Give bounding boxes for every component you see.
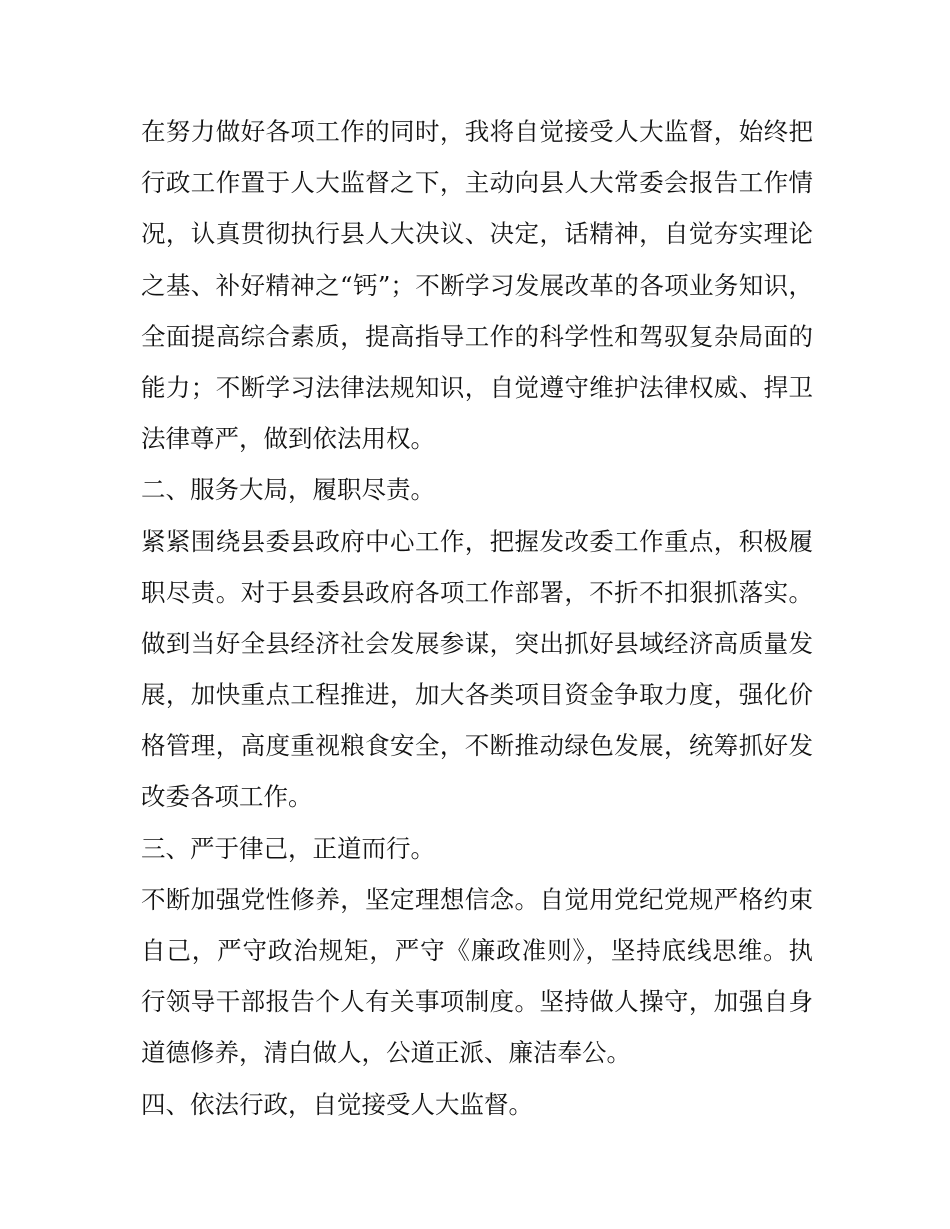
text-line: 道德修养，清白做人，公道正派、廉洁奉公。	[141, 1038, 631, 1068]
text-line: 行领导干部报告个人有关事项制度。坚持做人操守，加强自身	[141, 987, 813, 1017]
text-line: 展，加快重点工程推进，加大各类项目资金争取力度，强化价	[141, 680, 813, 710]
text-line: 之基、补好精神之“钙”；不断学习发展改革的各项业务知识，	[141, 270, 813, 300]
text-line: 全面提高综合素质，提高指导工作的科学性和驾驭复杂局面的	[141, 321, 813, 351]
text-line: 格管理，高度重视粮食安全，不断推动绿色发展，统筹抓好发	[141, 731, 813, 761]
section-heading: 三、严于律己，正道而行。	[141, 833, 435, 863]
section-heading: 四、依法行政，自觉接受人大监督。	[141, 1089, 533, 1119]
text-line: 法律尊严，做到依法用权。	[141, 424, 435, 454]
text-line: 不断加强党性修养，坚定理想信念。自觉用党纪党规严格约束	[141, 884, 813, 914]
text-line: 紧紧围绕县委县政府中心工作，把握发改委工作重点，积极履	[141, 526, 813, 556]
text-line: 做到当好全县经济社会发展参谋，突出抓好县域经济高质量发	[141, 628, 813, 658]
text-line: 在努力做好各项工作的同时，我将自觉接受人大监督，始终把	[141, 117, 813, 146]
text-line: 况，认真贯彻执行县人大决议、决定，话精神，自觉夯实理论	[141, 219, 813, 249]
text-line: 改委各项工作。	[141, 782, 313, 812]
text-line: 自己，严守政治规矩，严守《廉政准则》，坚持底线思维。执	[141, 936, 813, 965]
text-line: 行政工作置于人大监督之下，主动向县人大常委会报告工作情	[141, 168, 813, 198]
text-line: 能力；不断学习法律法规知识，自觉遵守维护法律权威、捍卫	[141, 372, 813, 402]
section-heading: 二、服务大局，履职尽责。	[141, 475, 435, 505]
document-body	[141, 106, 813, 1130]
text-line: 职尽责。对于县委县政府各项工作部署，不折不扣狠抓落实。	[141, 577, 813, 607]
